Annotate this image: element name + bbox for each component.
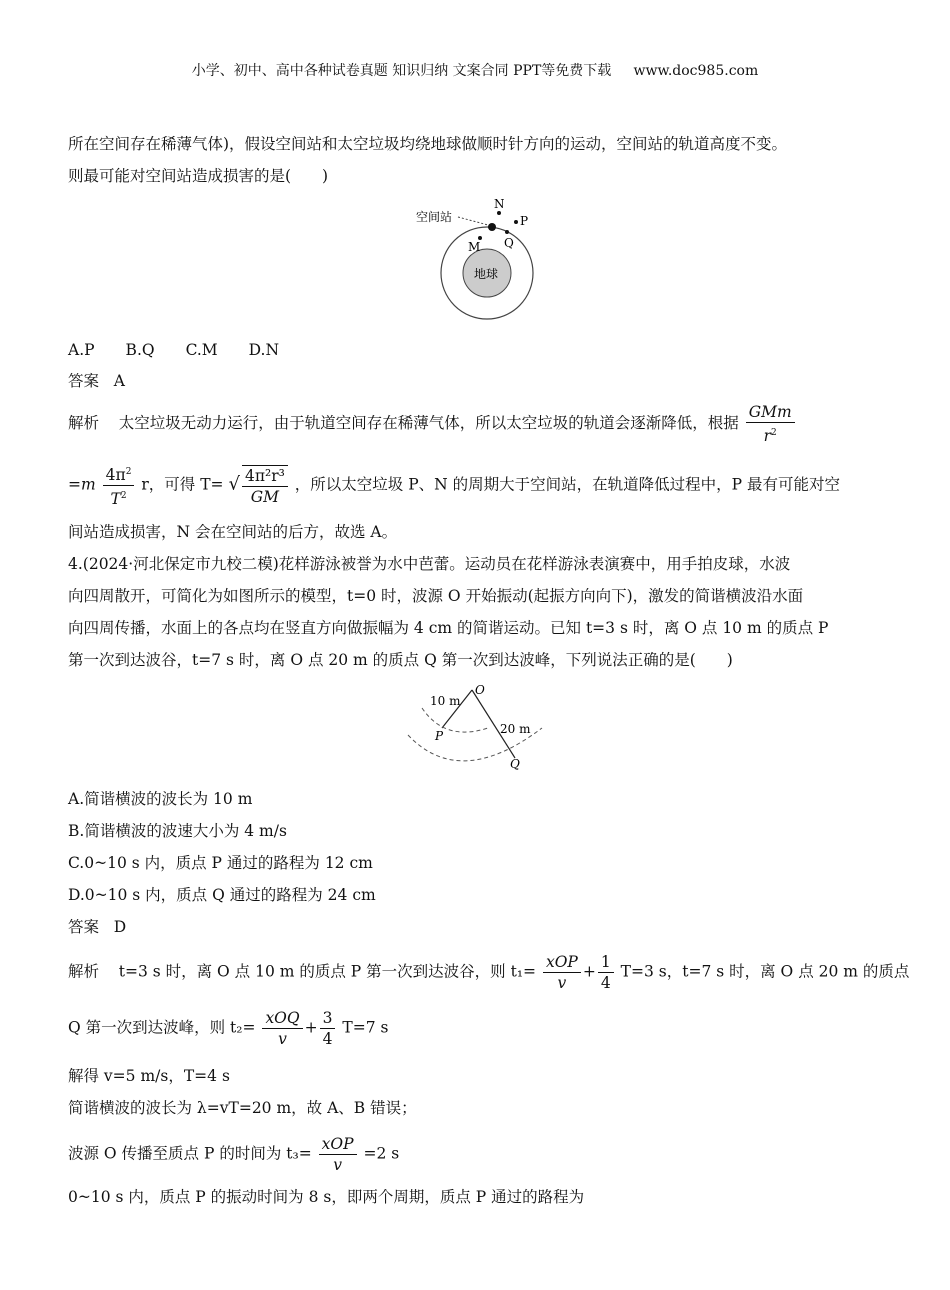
point-q: [505, 230, 509, 234]
label-n: N: [494, 197, 505, 211]
header-url: www.doc985.com: [633, 63, 759, 79]
q4-analysis-line-2: Q 第一次到达波峰，则 t₂= $\frac{\text{xOQ}}{v}$ + $\frac{3}{4}$ T=7 s: [68, 1009, 389, 1048]
analysis-text-3: Q 第一次到达波峰，则 t₂=: [68, 1018, 256, 1037]
label-o: O: [475, 683, 485, 697]
formula-r: r: [763, 427, 771, 446]
analysis-text-4: T=7 s: [342, 1018, 389, 1037]
station-label: 空间站: [416, 210, 453, 224]
analysis-text-2: ，所以太空垃圾 P、N 的周期大于空间站，在轨道降低过程中，P 最有可能对空: [294, 475, 840, 494]
analysis-text-6: =2 s: [363, 1144, 400, 1163]
page-header: [0, 60, 950, 80]
q4-stem-4: 第一次到达波谷，t=7 s 时，离 O 点 20 m 的质点 Q 第一次到达波峰，下列说法正确的是( ): [68, 651, 733, 669]
xoq: xOQ: [262, 1008, 302, 1029]
wave-figure: [400, 680, 560, 780]
answer-label: 答案: [68, 372, 100, 390]
formula-4pi2-over-t2: $\frac{4\pi^2}{T^2}$: [103, 462, 135, 509]
four: 4: [600, 974, 611, 992]
q4-stem-2: 向四周散开，可简化为如图所示的模型，t=0 时，波源 O 开始振动(起振方向向下)，激发的简谐横波沿水面: [68, 587, 804, 605]
v: v: [333, 1156, 342, 1174]
xop: xOP: [543, 952, 581, 973]
label-m: M: [468, 240, 481, 254]
sqrt-num: 4π²r³: [242, 466, 288, 487]
v: v: [557, 974, 567, 992]
formula-gmm: GMm: [746, 402, 795, 423]
q4-analysis-line-6: 0~10 s 内，质点 P 的振动时间为 8 s，即两个周期，质点 P 通过的路程为: [68, 1188, 585, 1206]
station-pointer: [458, 217, 488, 225]
analysis-text-1: t=3 s 时，离 O 点 10 m 的质点 P 第一次到达波谷，则 t₁=: [118, 962, 537, 981]
sqrt-den: GM: [250, 487, 280, 506]
q3-stem-1: 所在空间存在稀薄气体)，假设空间站和太空垃圾均绕地球做顺时针方向的运动，空间站的轨道高度不变。: [68, 135, 788, 153]
point-p: [514, 220, 518, 224]
q4-analysis-line-4: 简谐横波的波长为 λ=vT=20 m，故 A、B 错误；: [68, 1099, 417, 1117]
three: 3: [320, 1008, 336, 1029]
q3-answer: [68, 371, 125, 391]
label-p: P: [435, 729, 444, 743]
frac-1-4: [598, 952, 614, 993]
q4-stem-3: 向四周传播，水面上的各点均在竖直方向做振幅为 4 cm 的简谐运动。已知 t=3 s 时，离 O 点 10 m 的质点 P: [68, 619, 829, 637]
analysis-label: 解析: [68, 962, 100, 981]
label-10m: 10 m: [430, 694, 461, 708]
frac-3-4: [320, 1008, 336, 1049]
station-dot: [488, 223, 496, 231]
analysis-text-1: 太空垃圾无动力运行，由于轨道空间存在稀薄气体，所以太空垃圾的轨道会逐渐降低，根据: [118, 414, 739, 433]
eq-m: =m: [68, 475, 96, 494]
point-n: [497, 211, 501, 215]
header-text: 小学、初中、高中各种试卷真题 知识归纳 文案合同 PPT等免费下载: [191, 63, 612, 79]
xop: xOP: [319, 1134, 357, 1155]
answer-label: 答案: [68, 918, 100, 936]
q3-analysis-line-2: =m $\frac{4\pi^2}{T^2}$ r，可得 T= √ $\frac{\text{4π²r³}}{GM}$ ，所以太空垃圾 P、N 的周期大于空间站，在轨道降低过程中，P 最有可能对空: [68, 462, 840, 509]
q4-option-c: C.0~10 s 内，质点 P 通过的路程为 12 cm: [68, 854, 373, 872]
space-station-figure: [400, 195, 550, 325]
q4-analysis-line-5: [68, 1134, 399, 1175]
q4-stem-1: 4.(2024·河北保定市九校二模)花样游泳被誉为水中芭蕾。运动员在花样游泳表演赛中，用手拍皮球，水波: [68, 555, 791, 573]
q4-option-a: A.简谐横波的波长为 10 m: [68, 790, 253, 808]
earth-label: 地球: [474, 267, 499, 281]
frac-xop-v: [543, 952, 581, 993]
q4-analysis-line-3: 解得 v=5 m/s，T=4 s: [68, 1067, 230, 1085]
q3-analysis-line-1: [68, 402, 797, 446]
eq-t: r，可得 T=: [141, 475, 224, 494]
frac-xop-v-2: [319, 1134, 357, 1175]
label-q: Q: [510, 757, 520, 771]
one: 1: [598, 952, 614, 973]
answer-value: A: [113, 372, 125, 390]
q3-stem-2: 则最可能对空间站造成损害的是( ): [68, 167, 329, 185]
label-20m: 20 m: [500, 722, 531, 736]
frac-xoq-v: [262, 1008, 302, 1049]
q3-analysis-line-3: 间站造成损害，N 会在空间站的后方，故选 A。: [68, 523, 398, 541]
answer-value: D: [113, 918, 127, 936]
four: 4: [322, 1030, 333, 1048]
analysis-label: 解析: [68, 414, 100, 433]
formula-t: T: [110, 490, 121, 509]
label-q: Q: [504, 236, 514, 250]
q4-answer: [68, 917, 126, 937]
q3-options: A.P B.Q C.M D.N: [68, 341, 280, 359]
label-p: P: [520, 214, 529, 228]
analysis-text-5: 波源 O 传播至质点 P 的时间为 t₃=: [68, 1144, 312, 1163]
v: v: [278, 1030, 287, 1048]
sqrt-expression: [242, 465, 288, 507]
formula-4pi: 4π: [105, 466, 126, 485]
analysis-text-2: T=3 s，t=7 s 时，离 O 点 20 m 的质点: [620, 962, 910, 981]
q4-option-b: B.简谐横波的波速大小为 4 m/s: [68, 822, 287, 840]
q4-option-d: D.0~10 s 内，质点 Q 通过的路程为 24 cm: [68, 886, 376, 904]
q4-analysis-line-1: 解析 t=3 s 时，离 O 点 10 m 的质点 P 第一次到达波谷，则 t₁= $\frac{\text{xOP}}{v}$ + $\frac{1}{4}$ T=3 s，t=7 s 时，离 O 点 20 m 的质点: [68, 953, 910, 992]
formula-gmm-over-r2: $\frac{\text{GMm}}{r^2}$: [746, 402, 795, 446]
